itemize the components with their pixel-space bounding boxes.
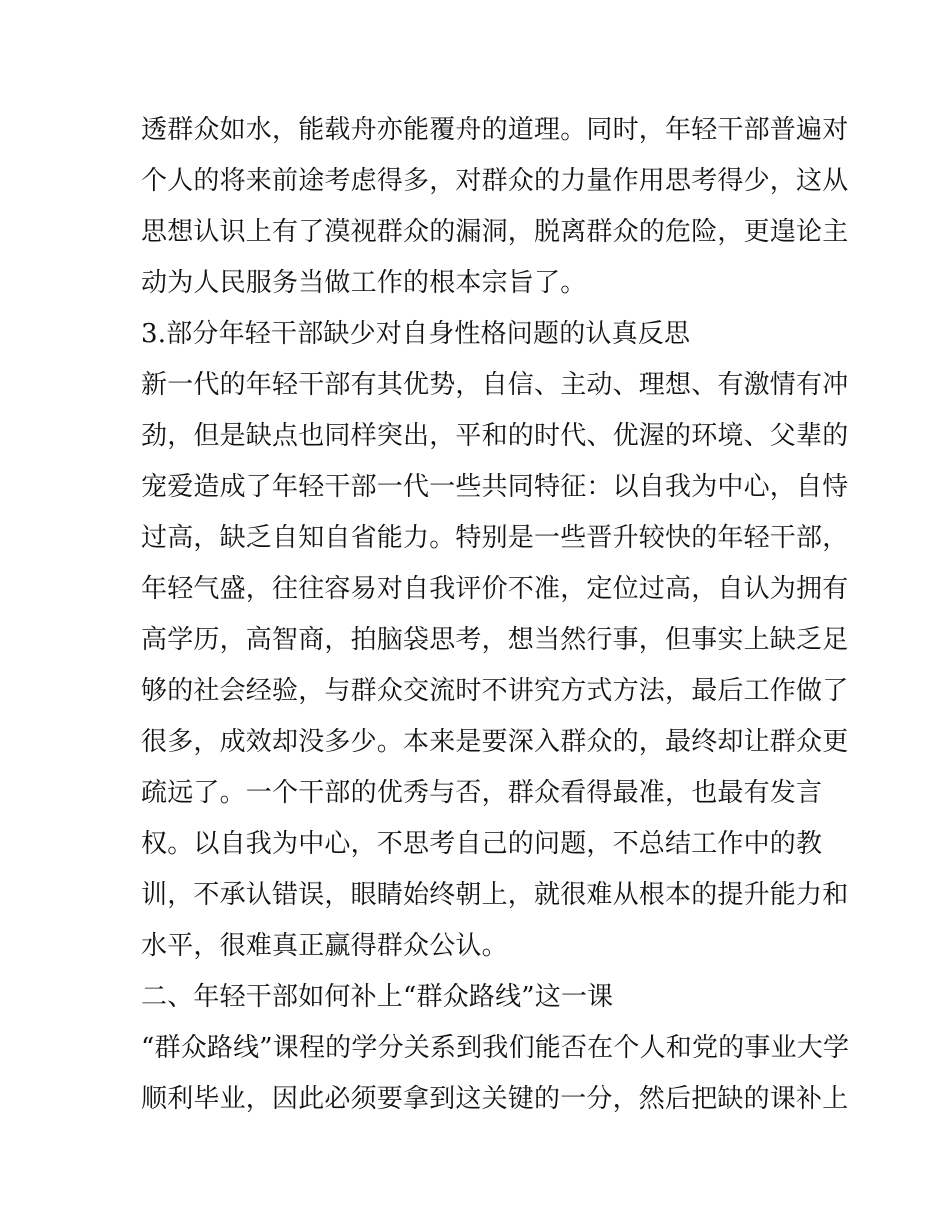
paragraph-line: 新一代的年轻干部有其优势，自信、主动、理想、有激情有冲 bbox=[141, 370, 849, 400]
paragraph-line: 够的社会经验，与群众交流时不讲究方式方法，最后工作做了 bbox=[141, 676, 849, 706]
paragraph-line: 过高，缺乏自知自省能力。特别是一些晋升较快的年轻干部， bbox=[141, 523, 849, 553]
paragraph-line: 疏远了。一个干部的优秀与否，群众看得最准，也最有发言 bbox=[141, 778, 823, 808]
paragraph-line: 高学历，高智商，拍脑袋思考，想当然行事，但事实上缺乏足 bbox=[141, 625, 849, 655]
paragraph-line: 年轻气盛，往往容易对自我评价不准，定位过高，自认为拥有 bbox=[141, 574, 849, 604]
paragraph-line: 个人的将来前途考虑得多，对群众的力量作用思考得少，这从 bbox=[141, 166, 849, 196]
paragraph-line: 劲，但是缺点也同样突出，平和的时代、优渥的环境、父辈的 bbox=[141, 421, 849, 451]
section-heading: 二、年轻干部如何补上“群众路线”这一课 bbox=[141, 982, 614, 1012]
paragraph-line: 思想认识上有了漠视群众的漏洞，脱离群众的危险，更遑论主 bbox=[141, 217, 849, 247]
paragraph-line: 很多，成效却没多少。本来是要深入群众的，最终却让群众更 bbox=[141, 727, 849, 757]
paragraph-line: 水平，很难真正赢得群众公认。 bbox=[141, 931, 508, 961]
paragraph-line: 透群众如水，能载舟亦能覆舟的道理。同时，年轻干部普遍对 bbox=[141, 115, 849, 145]
paragraph-line: 权。以自我为中心，不思考自己的问题，不总结工作中的教 bbox=[141, 829, 823, 859]
paragraph-line: 宠爱造成了年轻干部一代一些共同特征：以自我为中心，自恃 bbox=[141, 472, 849, 502]
paragraph-line: 动为人民服务当做工作的根本宗旨了。 bbox=[141, 268, 587, 298]
paragraph-line: “群众路线”课程的学分关系到我们能否在个人和党的事业大学 bbox=[141, 1033, 850, 1063]
paragraph-line: 训，不承认错误，眼睛始终朝上，就很难从根本的提升能力和 bbox=[141, 880, 849, 910]
paragraph-line: 顺利毕业，因此必须要拿到这关键的一分，然后把缺的课补上 bbox=[141, 1084, 849, 1114]
section-heading: 3.部分年轻干部缺少对自身性格问题的认真反思 bbox=[141, 319, 691, 349]
